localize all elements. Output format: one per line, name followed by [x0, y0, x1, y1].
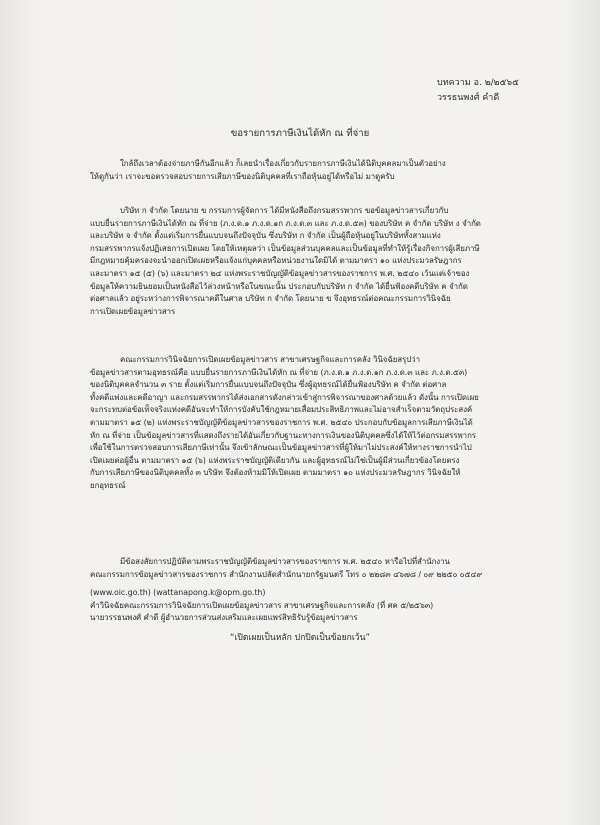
text-line: และมาตรา ๑๕ (๕) (๖) และมาตรา ๒๔ แห่งพระราชบัญญัติข้อมูลข่าวสารของราชการ พ.ศ. ๒๕๔๐ เว้นแต่เจ้าของ — [90, 268, 470, 278]
text-line: กรมสรรพากรแจ้งปฏิเสธการเปิดเผย โดยให้เหตุผลว่า เป็นข้อมูลส่วนบุคคลและเป็นข้อมูลที่ทำให้รู้เรื่องกิจการผู้เสียภาษี — [90, 243, 480, 253]
text-line: ให้ดูกันว่า เราจะขอตรวจสอบรายการเสียภาษีของนิติบุคคลที่เราถือหุ้นอยู่ได้หรือไม่ มาดูครับ — [90, 171, 395, 181]
text-line: ข้อมูลให้ความยินยอมเป็นหนังสือไว้ล่วงหน้าหรือในขณะนั้น ประกอบกับบริษัท ก จำกัด ได้ยื่นฟ้องคดีบริษัท ค จำกัด — [90, 281, 468, 291]
text-line: ต่อศาลแล้ว อยู่ระหว่างการพิจารณาคดีในศาล บริษัท ก จำกัด โดยนาย ข จึงอุทธรณ์ต่อคณะกรรมการวินิจฉัย — [90, 294, 451, 304]
document-title: ขอรายการภาษีเงินได้หัก ณ ที่จ่าย — [230, 128, 370, 139]
text-line: เพื่อใช้ในการตรวจสอบการเสียภาษีเท่านั้น จึงเข้าลักษณะเป็นข้อมูลข่าวสารที่ผู้ให้มาไม่ประสงค์ให้ทางราชการนำไป — [90, 443, 472, 453]
text-line: คำวินิจฉัยคณะกรรมการวินิจฉัยการเปิดเผยข้อมูลข่าวสาร สาขาเศรษฐกิจและการคลัง (ที่ ศค ๕/๒๕๖๓) — [90, 600, 434, 610]
text-line: การเปิดเผยข้อมูลข่าวสาร — [90, 306, 176, 316]
text-line: ยกอุทธรณ์ — [90, 480, 126, 490]
text-line: ของนิติบุคคลจำนวน ๓ ราย ตั้งแต่เริ่มการยื่นแบบจนถึงปัจจุบัน ซึ่งผู้อุทธรณ์ได้ยื่นฟ้องบริษัท ค จำกัด ต่อศาล — [90, 380, 447, 390]
document-header — [437, 76, 519, 106]
text-line: นายวรรธนพงศ์ คำดี ผู้อำนวยการส่วนส่งเสริมและเผยแพร่สิทธิรับรู้ข้อมูลข่าวสาร — [90, 613, 358, 623]
paragraph-intro — [90, 158, 535, 183]
text-line: มีกฎหมายคุ้มครองจะนำออกเปิดเผยหรือแจ้งแก่บุคคลหรือหน่วยงานใดมิได้ ตามมาตรา ๑๐ แห่งประมวลรัษฎากร — [90, 256, 462, 266]
paragraph-ruling — [90, 354, 535, 493]
paragraph-references — [90, 587, 535, 625]
text-line: คณะกรรมการข้อมูลข่าวสารของราชการ สำนักงานปลัดสำนักนายกรัฐมนตรี โทร ๐ ๒๒๘๓ ๔๖๗๘ / ๐๙ ๒๒๕๐ ๐๕๔๙ — [90, 569, 483, 579]
text-line: ตามมาตรา ๑๕ (๒) แห่งพระราชบัญญัติข้อมูลข่าวสารของราชการ พ.ศ. ๒๕๔๐ ประกอบกับข้อมูลการเสียภาษีเงินได้ — [90, 417, 473, 427]
text-line: มีข้อสงสัยการปฏิบัติตามพระราชบัญญัติข้อมูลข่าวสารของราชการ พ.ศ. ๒๕๔๐ หารือไปที่สำนักงาน — [120, 557, 450, 566]
text-line: (www.oic.go.th) (wattanapong.k@opm.go.th) — [90, 588, 266, 597]
author-name: วรรธนพงศ์ คำดี — [437, 93, 500, 103]
text-line: ข้อมูลข่าวสารตามอุทธรณ์คือ แบบยื่นรายการภาษีเงินได้หัก ณ ที่จ่าย (ภ.ง.ด.๑ ภ.ง.ด.๑ก ภ.ง.ด.๓ และ ภ.ง.ด.๕๓) — [90, 367, 468, 377]
text-line: แบบยื่นรายการภาษีเงินได้หัก ณ ที่จ่าย (ภ.ง.ด.๑ ภ.ง.ด.๑ก ภ.ง.ด.๓ และ ภ.ง.ด.๕๓) ของบริษัท ค จำกัด บริษัท ง จำกัด — [90, 218, 481, 228]
text-line: หัก ณ ที่จ่าย เป็นข้อมูลข่าวสารที่แสดงถึงรายได้อันเกี่ยวกับฐานะทางการเงินของนิติบุคคลซึ่งได้ให้ไว้ต่อกรมสรรพากร — [90, 430, 476, 440]
paragraph-contact — [90, 556, 535, 581]
text-line: คณะกรรมการวินิจฉัยการเปิดเผยข้อมูลข่าวสาร สาขาเศรษฐกิจและการคลัง วินิจฉัยสรุปว่า — [120, 355, 420, 364]
text-line: ใกล้ถึงเวลาต้องจ่ายภาษีกันอีกแล้ว ก็เลยนำเรื่องเกี่ยวกับรายการภาษีเงินได้นิติบุคคลมาเป็นตัวอย่าง — [120, 159, 446, 168]
paragraph-facts — [90, 205, 535, 318]
text-line: จะกระทบต่อข้อเท็จจริงแห่งคดีอันจะทำให้การบังคับใช้กฎหมายเสื่อมประสิทธิภาพและไม่อาจสำเร็จตามวัตถุประสงค์ — [90, 405, 473, 415]
text-line: กับการเสียภาษีของนิติบุคคลทั้ง ๓ บริษัท จึงต้องห้ามมิให้เปิดเผย ตามมาตรา ๑๐ แห่งประมวลรัษฎากร วินิจฉัยให้ — [90, 468, 461, 478]
reference-number: บทความ อ. ๒/๒๕๖๕ — [437, 78, 519, 88]
text-line: บริษัท ก จำกัด โดยนาย ข กรรมการผู้จัดการ ได้มีหนังสือถึงกรมสรรพากร ขอข้อมูลข่าวสารเกี่ยวกับ — [120, 206, 449, 215]
text-line: เปิดเผยต่อผู้อื่น ตามมาตรา ๑๕ (๖) แห่งพระราชบัญญัติเดียวกัน และผู้อุทธรณ์ไม่ใช่เป็นผู้มีส่วนเกี่ยวข้องโดยตรง — [90, 455, 460, 465]
text-line: ทั้งคดีแพ่งและคดีอาญา และกรมสรรพากรได้ส่งเอกสารดังกล่าวเข้าสู่การพิจารณาของศาลด้วยแล้ว ดังนั้น การเปิดเผย — [90, 392, 479, 402]
motto: “เปิดเผยเป็นหลัก ปกปิดเป็นข้อยกเว้น” — [230, 633, 370, 643]
text-line: และบริษัท จ จำกัด ตั้งแต่เริ่มการยื่นแบบจนถึงปัจจุบัน ซึ่งบริษัท ก จำกัด เป็นผู้ถือหุ้นอยู่ในบริษัททั้งสามแห่ง — [90, 231, 441, 241]
